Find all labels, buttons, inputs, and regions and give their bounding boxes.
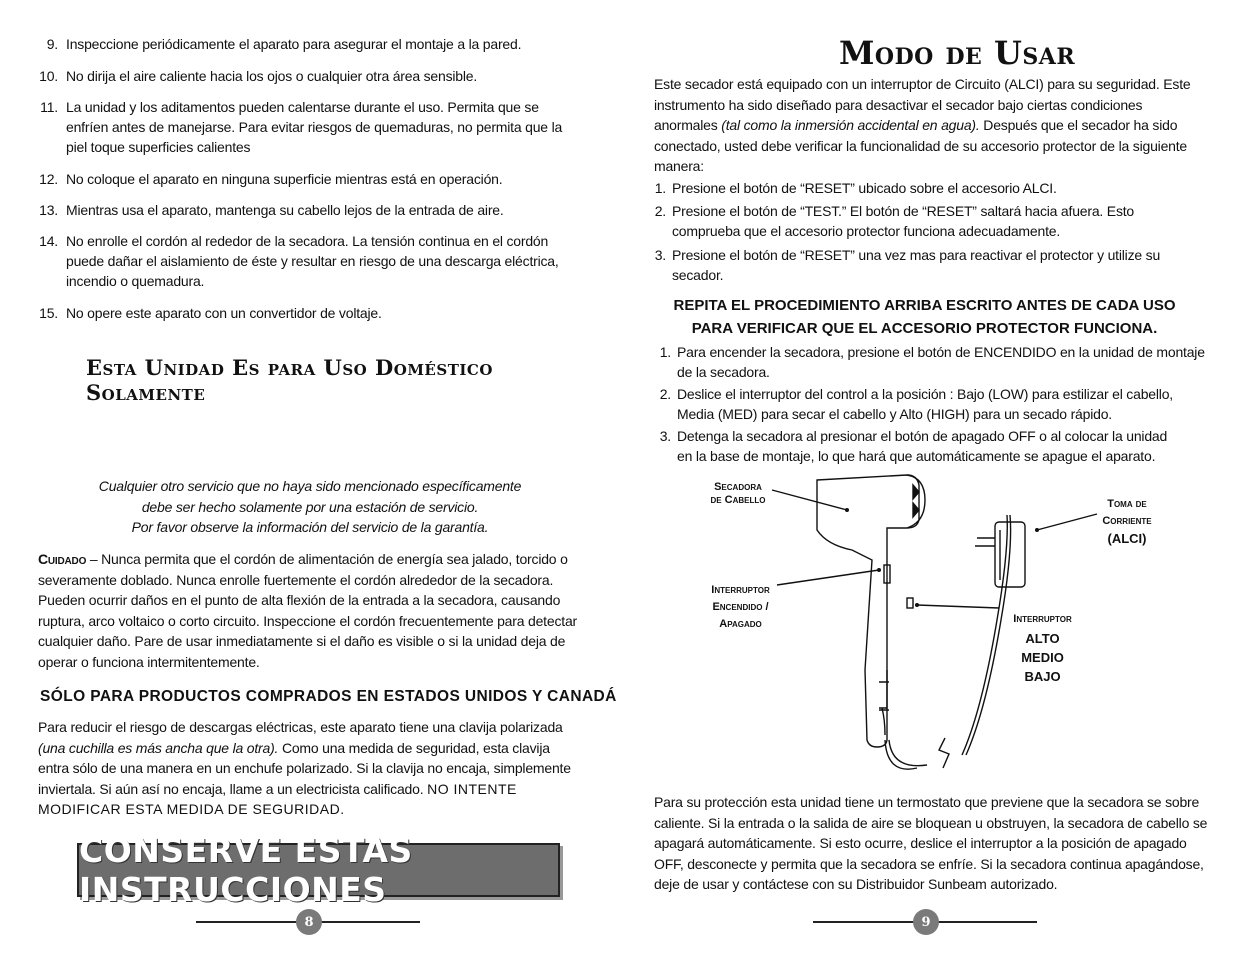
page-number: 9	[913, 909, 939, 935]
left-page	[0, 0, 617, 954]
list-item: 3. Presione el botón de “RESET” una vez mas para reactivar el protector y utilize su secador.	[654, 247, 1161, 283]
caution-paragraph: Cuidado – Nunca permita que el cordón de alimentación de energía sea jalado, torcido o severamente doblado. Nunca enrolle fuertemente el cordón alrededor de la secadora. Pueden ocurrir daños en el punto de alta flexión de la entrada a la secadora, causando ruptura, arco voltaico o corto circuito. Inspeccione el cordón frecuentemente para detectar cualquier daño. Pare de usar inmediatamente si el daño es visible o si la unidad deja de operar o funciona intermitentemente.	[38, 551, 577, 670]
list-item: 11. La unidad y los aditamentos pueden calentarse durante el uso. Permita que se enfríen antes de manejarse. Para evitar riesgos de quemaduras, no permita que la piel toque superficies calientes	[40, 99, 563, 155]
list-item: 12. No coloque el aparato en ninguna superficie mientras está en operación.	[39, 171, 503, 187]
conserve-banner: CONSERVE ESTAS INSTRUCCIONES	[77, 843, 560, 897]
list-item: 15. No opere este aparato con un convertidor de voltaje.	[39, 305, 382, 321]
list-item: 13. Mientras usa el aparato, mantenga su cabello lejos de la entrada de aire.	[39, 202, 504, 218]
dryer-body-outline	[817, 475, 919, 747]
page-title: Modo de Usar	[839, 34, 1076, 72]
service-note: Cualquier otro servicio que no haya sido mencionado específicamente debe ser hecho solamente por una estación de servicio. Por favor observe la información del servicio de la garantía.	[98, 478, 522, 535]
list-item: 2. Deslice el interruptor del control a la posición : Bajo (LOW) para estilizar el cabello, Media (MED) para secar el cabello y Alto (HIGH) para un secado rápido.	[659, 386, 1173, 422]
list-item: 14. No enrolle el cordón al rededor de la secadora. La tensión continua en el cordón puede dañar el aislamiento de éste y resultar en riesgo de una descarga eléctrica, incendio o quemadura.	[39, 233, 559, 289]
usa-title: SÓLO PARA PRODUCTOS COMPRADOS EN ESTADOS UNIDOS Y CANADÁ	[40, 688, 617, 705]
list-item: 9. Inspeccione periódicamente el aparato para asegurar el montaje a la pared.	[46, 36, 522, 52]
list-item: 1. Presione el botón de “RESET” ubicado sobre el accesorio ALCI.	[654, 180, 1057, 196]
repeat-warning: REPITA EL PROCEDIMIENTO ARRIBA ESCRITO ANTES DE CADA USO PARA VERIFICAR QUE EL ACCESORIO PROTECTOR FUNCIONA.	[673, 297, 1176, 337]
dryer-back-outline	[907, 475, 925, 528]
label-outlet: Toma de Corriente (ALCI)	[1102, 498, 1152, 546]
list-item: 1. Para encender la secadora, presione el botón de ENCENDIDO en la unidad de montaje de la secadora.	[659, 344, 1205, 380]
label-onoff-switch: Interruptor Encendido / Apagado	[711, 584, 770, 630]
household-title: Esta Unidad Es para Uso Doméstico Solamente	[86, 355, 493, 405]
caution-label: Cuidado	[38, 551, 87, 567]
list-item: 2. Presione el botón de “TEST.” El botón de “RESET” saltará hacia afuera. Esto comprueba que el accesorio protector funciona adecuadamente.	[654, 203, 1135, 239]
page-number: 8	[296, 909, 322, 935]
label-hair-dryer: Secadora de Cabello	[710, 481, 766, 506]
list-item: 10. No dirija el aire caliente hacia los ojos o cualquier otra área sensible.	[39, 68, 478, 84]
intro-paragraph: Este secador está equipado con un interruptor de Circuito (ALCI) para su seguridad. Este instrumento ha sido diseñado para desactivar el secador bajo ciertas condiciones anormales (tal como la inmersión accidental en agua). Después que el secador ha sido conectado, usted debe verificar la funcionalidad de su accesorio protector de la siguiente manera:	[654, 76, 1191, 174]
list-item: 3. Detenga la secadora al presionar el botón de apagado OFF o al colocar la unidad en la base de montaje, lo que hará que automáticamente se apague el aparato.	[659, 428, 1168, 464]
label-speed-switch: Interruptor ALTO MEDIO BAJO	[1013, 613, 1072, 684]
right-page	[617, 0, 1235, 954]
thermostat-paragraph: Para su protección esta unidad tiene un termostato que previene que la secadora se sobre caliente. Si la entrada o la salida de aire se bloquean u obstruyen, la secadora de cabello se apagará automáticamente. Si esto ocurre, deslice el interruptor a la posición de apagado OFF, desconecte y permita que la secadora se enfríe. Si la secadora continua apagándose, deje de usar y contáctese con su Distribuidor Sunbeam autorizado.	[654, 794, 1208, 892]
polarized-plug-paragraph: Para reducir el riesgo de descargas eléctricas, este aparato tiene una clavija polarizada (una cuchilla es más ancha que la otra). Como una medida de seguridad, esta clavija entra sólo de una manera en un enchufe polarizado. Si la clavija no encaja, simplemente inviertala. Si aún así no encaja, llame a un electricista calificado. NO INTENTE MODIFICAR ESTA MEDIDA DE SEGURIDAD.	[38, 719, 571, 817]
